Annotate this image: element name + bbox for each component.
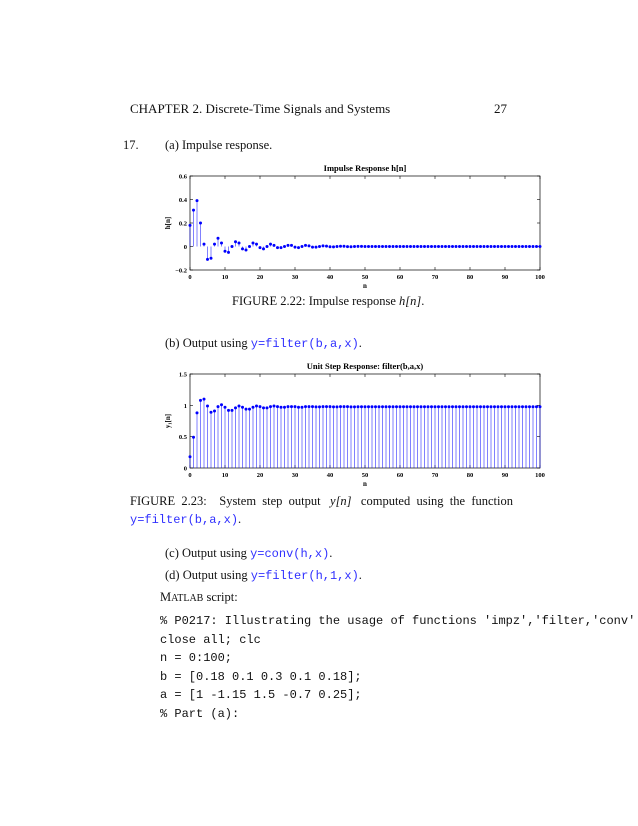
stem-marker	[441, 405, 444, 408]
stem-marker	[528, 245, 531, 248]
stem-marker	[238, 404, 241, 407]
stem-marker	[458, 245, 461, 248]
stem-marker	[311, 246, 314, 249]
stem-marker	[490, 245, 493, 248]
x-tick-label: 70	[431, 274, 439, 281]
stem-marker	[416, 245, 419, 248]
stem-marker	[413, 405, 416, 408]
stem-marker	[360, 245, 363, 248]
running-header: CHAPTER 2. Discrete-Time Signals and Systems	[130, 101, 391, 116]
stem-marker	[539, 405, 542, 408]
stem-marker	[346, 405, 349, 408]
stem-marker	[266, 406, 269, 409]
matlab-first: M	[160, 590, 172, 604]
stem-marker	[364, 405, 367, 408]
stem-marker	[308, 244, 311, 247]
stem-marker	[203, 398, 206, 401]
stem-marker	[192, 209, 195, 212]
part-c-suffix: .	[329, 546, 333, 560]
stem-marker	[196, 411, 199, 414]
stem-marker	[469, 405, 472, 408]
y-tick-label: 0	[183, 244, 187, 251]
stem-marker	[252, 241, 255, 244]
stem-marker	[441, 245, 444, 248]
script-line: close all; clc	[160, 632, 261, 647]
stem-marker	[427, 245, 430, 248]
x-axis-label: n	[363, 480, 367, 488]
stem-marker	[518, 245, 521, 248]
stem-marker	[378, 405, 381, 408]
stem-marker	[318, 245, 321, 248]
stem-marker	[290, 244, 293, 247]
stem-marker	[248, 245, 251, 248]
stem-marker	[294, 405, 297, 408]
stem-marker	[252, 406, 255, 409]
stem-marker	[192, 436, 195, 439]
part-a-label: (a) Impulse response.	[165, 138, 273, 152]
stem-marker	[462, 405, 465, 408]
stem-marker	[434, 245, 437, 248]
caption-suffix: .	[421, 294, 425, 308]
stem-marker	[213, 409, 216, 412]
x-axis-label: n	[363, 282, 367, 290]
stem-marker	[301, 245, 304, 248]
y-axis-label: h[n]	[164, 216, 172, 230]
matlab-rest: ATLAB	[171, 593, 204, 604]
stem-marker	[367, 245, 370, 248]
stem-marker	[336, 405, 339, 408]
y-tick-label: 1	[183, 402, 187, 410]
stem-marker	[238, 241, 241, 244]
page-number: 27	[494, 101, 507, 116]
stem-marker	[455, 245, 458, 248]
stem-marker	[420, 245, 423, 248]
stem-marker	[525, 245, 528, 248]
caption-prefix: FIGURE 2.22: Impulse response	[232, 294, 399, 308]
stem-marker	[472, 405, 475, 408]
stem-marker	[430, 245, 433, 248]
stem-marker	[357, 405, 360, 408]
y-tick-label: 1.5	[178, 371, 187, 379]
caption-math: h[n]	[399, 294, 422, 308]
stem-marker	[206, 404, 209, 407]
stem-marker	[406, 405, 409, 408]
stem-marker	[339, 405, 342, 408]
stem-marker	[287, 405, 290, 408]
stem-marker	[255, 404, 258, 407]
stem-marker	[189, 455, 192, 458]
part-b-code: y=filter(b,a,x)	[250, 337, 359, 351]
stem-marker	[497, 405, 500, 408]
step-response-chart	[160, 356, 550, 488]
stem-marker	[217, 405, 220, 408]
stem-marker	[259, 405, 262, 408]
stem-marker	[273, 404, 276, 407]
stem-marker	[220, 241, 223, 244]
chart-title: Unit Step Response: filter(b,a,x)	[306, 361, 424, 371]
stem-marker	[399, 245, 402, 248]
impulse-response-chart	[160, 158, 550, 290]
stem-marker	[290, 405, 293, 408]
stem-marker	[371, 245, 374, 248]
stem-marker	[479, 405, 482, 408]
stem-marker	[245, 408, 248, 411]
stem-marker	[266, 245, 269, 248]
stem-marker	[329, 405, 332, 408]
stem-marker	[500, 245, 503, 248]
x-tick-label: 0	[188, 274, 192, 281]
stem-marker	[395, 405, 398, 408]
stem-marker	[493, 405, 496, 408]
stem-marker	[521, 405, 524, 408]
stem-marker	[189, 224, 192, 227]
y-tick-label: −0.2	[175, 267, 187, 275]
stem-marker	[497, 245, 500, 248]
stem-marker	[304, 405, 307, 408]
stem-marker	[423, 245, 426, 248]
stem-marker	[315, 405, 318, 408]
stem-marker	[444, 245, 447, 248]
caption2-mid: computed using the function	[351, 494, 513, 508]
x-tick-label: 90	[501, 472, 509, 479]
stem-marker	[476, 245, 479, 248]
stem-marker	[504, 245, 507, 248]
x-tick-label: 40	[326, 472, 334, 479]
stem-marker	[385, 245, 388, 248]
stem-marker	[199, 222, 202, 225]
stem-marker	[528, 405, 531, 408]
stem-marker	[367, 405, 370, 408]
stem-marker	[332, 245, 335, 248]
x-tick-label: 60	[396, 274, 404, 281]
stem-marker	[399, 405, 402, 408]
stem-marker	[297, 406, 300, 409]
stem-marker	[504, 405, 507, 408]
stem-marker	[525, 405, 528, 408]
stem-marker	[297, 246, 300, 249]
stem-marker	[395, 245, 398, 248]
stem-marker	[203, 243, 206, 246]
x-tick-label: 10	[221, 274, 229, 281]
stem-marker	[535, 405, 538, 408]
stem-marker	[388, 405, 391, 408]
stem-marker	[507, 245, 510, 248]
y-tick-label: 0.2	[178, 220, 187, 228]
matlab-script-label	[160, 590, 238, 605]
stem-marker	[231, 409, 234, 412]
x-tick-label: 80	[466, 472, 474, 479]
stem-marker	[374, 245, 377, 248]
stem-marker	[434, 405, 437, 408]
x-tick-label: 60	[396, 472, 404, 479]
stem-marker	[220, 403, 223, 406]
x-tick-label: 80	[466, 274, 474, 281]
chart-title: Impulse Response h[n]	[323, 163, 407, 173]
y-tick-label: 0	[183, 465, 187, 473]
stem-marker	[311, 405, 314, 408]
stem-marker	[388, 245, 391, 248]
stem-marker	[336, 245, 339, 248]
stem-marker	[451, 405, 454, 408]
stem-marker	[210, 411, 213, 414]
x-tick-label: 10	[221, 472, 229, 479]
stem-marker	[465, 245, 468, 248]
stem-marker	[269, 405, 272, 408]
stem-marker	[245, 249, 248, 252]
stem-marker	[357, 245, 360, 248]
stem-marker	[294, 246, 297, 249]
figure-2-23-caption-line1	[130, 494, 513, 509]
problem-number: 17.	[123, 138, 139, 152]
y-axis-label: y₁[n]	[164, 413, 172, 429]
stem-marker	[262, 247, 265, 250]
x-tick-label: 20	[256, 472, 264, 479]
stem-marker	[430, 405, 433, 408]
stem-marker	[427, 405, 430, 408]
stem-marker	[353, 245, 356, 248]
stem-marker	[234, 240, 237, 243]
stem-marker	[518, 405, 521, 408]
y-tick-label: 0.4	[178, 197, 187, 204]
stem-marker	[511, 405, 514, 408]
stem-marker	[402, 405, 405, 408]
part-c-line	[165, 546, 332, 561]
stem-marker	[511, 245, 514, 248]
caption2-prefix: FIGURE 2.23: System step output	[130, 494, 331, 508]
stem-marker	[381, 405, 384, 408]
stem-marker	[241, 247, 244, 250]
caption2-suffix: .	[238, 512, 242, 526]
x-tick-label: 70	[431, 472, 439, 479]
stem-marker	[283, 406, 286, 409]
part-b-suffix: .	[358, 336, 362, 350]
stem-marker	[392, 245, 395, 248]
y-tick-label: 0.6	[178, 173, 187, 181]
stem-marker	[308, 405, 311, 408]
x-tick-label: 20	[256, 274, 264, 281]
stem-marker	[448, 245, 451, 248]
stem-marker	[259, 246, 262, 249]
stem-marker	[374, 405, 377, 408]
stem-marker	[437, 405, 440, 408]
stem-marker	[227, 409, 230, 412]
stem-marker	[213, 243, 216, 246]
stem-marker	[392, 405, 395, 408]
stem-marker	[350, 245, 353, 248]
script-line: % Part (a):	[160, 706, 240, 721]
stem-marker	[423, 405, 426, 408]
stem-marker	[472, 245, 475, 248]
x-tick-label: 50	[361, 274, 369, 281]
stem-marker	[479, 245, 482, 248]
figure-2-22-caption	[232, 294, 424, 309]
stem-marker	[490, 405, 493, 408]
stem-marker	[343, 245, 346, 248]
stem-marker	[322, 405, 325, 408]
script-line: a = [1 -1.15 1.5 -0.7 0.25];	[160, 688, 362, 702]
stem-marker	[507, 405, 510, 408]
stem-marker	[364, 245, 367, 248]
stem-marker	[315, 246, 318, 249]
stem-marker	[248, 408, 251, 411]
stem-marker	[262, 406, 265, 409]
stem-marker	[276, 405, 279, 408]
stem-marker	[371, 405, 374, 408]
matlab-script-block	[160, 612, 635, 723]
stem-marker	[532, 245, 535, 248]
stem-marker	[224, 250, 227, 253]
x-tick-label: 50	[361, 472, 369, 479]
stem-marker	[409, 405, 412, 408]
stem-marker	[234, 406, 237, 409]
stem-marker	[280, 246, 283, 249]
part-b-text: (b) Output using	[165, 336, 251, 350]
stem-marker	[521, 245, 524, 248]
stem-marker	[444, 405, 447, 408]
y-tick-label: 0.5	[178, 434, 187, 442]
stem-marker	[210, 257, 213, 260]
stem-marker	[416, 405, 419, 408]
part-b-line	[165, 336, 362, 351]
stem-marker	[539, 245, 542, 248]
stem-marker	[325, 245, 328, 248]
stem-marker	[514, 245, 517, 248]
stem-marker	[217, 237, 220, 240]
stem-marker	[469, 245, 472, 248]
stem-marker	[325, 405, 328, 408]
x-tick-label: 40	[326, 274, 334, 281]
script-line: n = 0:100;	[160, 651, 233, 665]
stem-marker	[343, 405, 346, 408]
stem-marker	[304, 244, 307, 247]
stem-marker	[206, 258, 209, 261]
caption2-code: y=filter(b,a,x)	[130, 513, 239, 527]
stem-marker	[339, 245, 342, 248]
stem-marker	[287, 244, 290, 247]
stem-marker	[360, 405, 363, 408]
stem-marker	[255, 243, 258, 246]
matlab-suffix: script:	[203, 590, 238, 604]
stem-marker	[448, 405, 451, 408]
stem-marker	[493, 245, 496, 248]
stem-marker	[378, 245, 381, 248]
stem-marker	[413, 245, 416, 248]
stem-marker	[329, 245, 332, 248]
part-c-text: (c) Output using	[165, 546, 251, 560]
stem-marker	[465, 405, 468, 408]
stem-marker	[322, 244, 325, 247]
stem-marker	[273, 244, 276, 247]
stem-marker	[196, 199, 199, 202]
stem-marker	[402, 245, 405, 248]
stem-marker	[332, 405, 335, 408]
stem-marker	[353, 405, 356, 408]
stem-marker	[409, 245, 412, 248]
caption2-math: y[n]	[330, 494, 352, 508]
stem-marker	[458, 405, 461, 408]
stem-marker	[280, 406, 283, 409]
stem-marker	[385, 405, 388, 408]
x-tick-label: 90	[501, 274, 509, 281]
stem-marker	[283, 245, 286, 248]
stem-marker	[199, 399, 202, 402]
stem-marker	[231, 245, 234, 248]
stem-marker	[350, 405, 353, 408]
x-tick-label: 100	[535, 472, 545, 479]
stem-marker	[483, 405, 486, 408]
stem-marker	[276, 246, 279, 249]
part-c-code: y=conv(h,x)	[250, 547, 330, 561]
part-d-line	[165, 568, 362, 583]
stem-marker	[483, 245, 486, 248]
part-d-suffix: .	[358, 568, 362, 582]
x-tick-label: 30	[291, 274, 299, 281]
stem-marker	[437, 245, 440, 248]
plot-frame	[190, 176, 540, 270]
stem-marker	[346, 245, 349, 248]
script-line: b = [0.18 0.1 0.3 0.1 0.18];	[160, 669, 362, 684]
stem-marker	[301, 406, 304, 409]
stem-marker	[535, 245, 538, 248]
stem-marker	[318, 405, 321, 408]
x-tick-label: 100	[535, 274, 545, 281]
stem-marker	[462, 245, 465, 248]
stem-marker	[514, 405, 517, 408]
stem-marker	[500, 405, 503, 408]
x-tick-label: 0	[188, 472, 192, 479]
stem-marker	[532, 405, 535, 408]
part-d-code: y=filter(h,1,x)	[250, 569, 359, 583]
part-d-text: (d) Output using	[165, 568, 251, 582]
stem-marker	[406, 245, 409, 248]
stem-marker	[420, 405, 423, 408]
stem-marker	[381, 245, 384, 248]
stem-marker	[476, 405, 479, 408]
figure-2-23-caption-line2	[130, 512, 241, 527]
stem-marker	[227, 251, 230, 254]
stem-marker	[269, 243, 272, 246]
stem-marker	[451, 245, 454, 248]
stem-marker	[486, 245, 489, 248]
stem-marker	[486, 405, 489, 408]
stem-marker	[455, 405, 458, 408]
stem-marker	[241, 406, 244, 409]
x-tick-label: 30	[291, 472, 299, 479]
script-line: % P0217: Illustrating the usage of functions 'impz','filter,'conv'	[160, 614, 636, 628]
stem-marker	[224, 406, 227, 409]
